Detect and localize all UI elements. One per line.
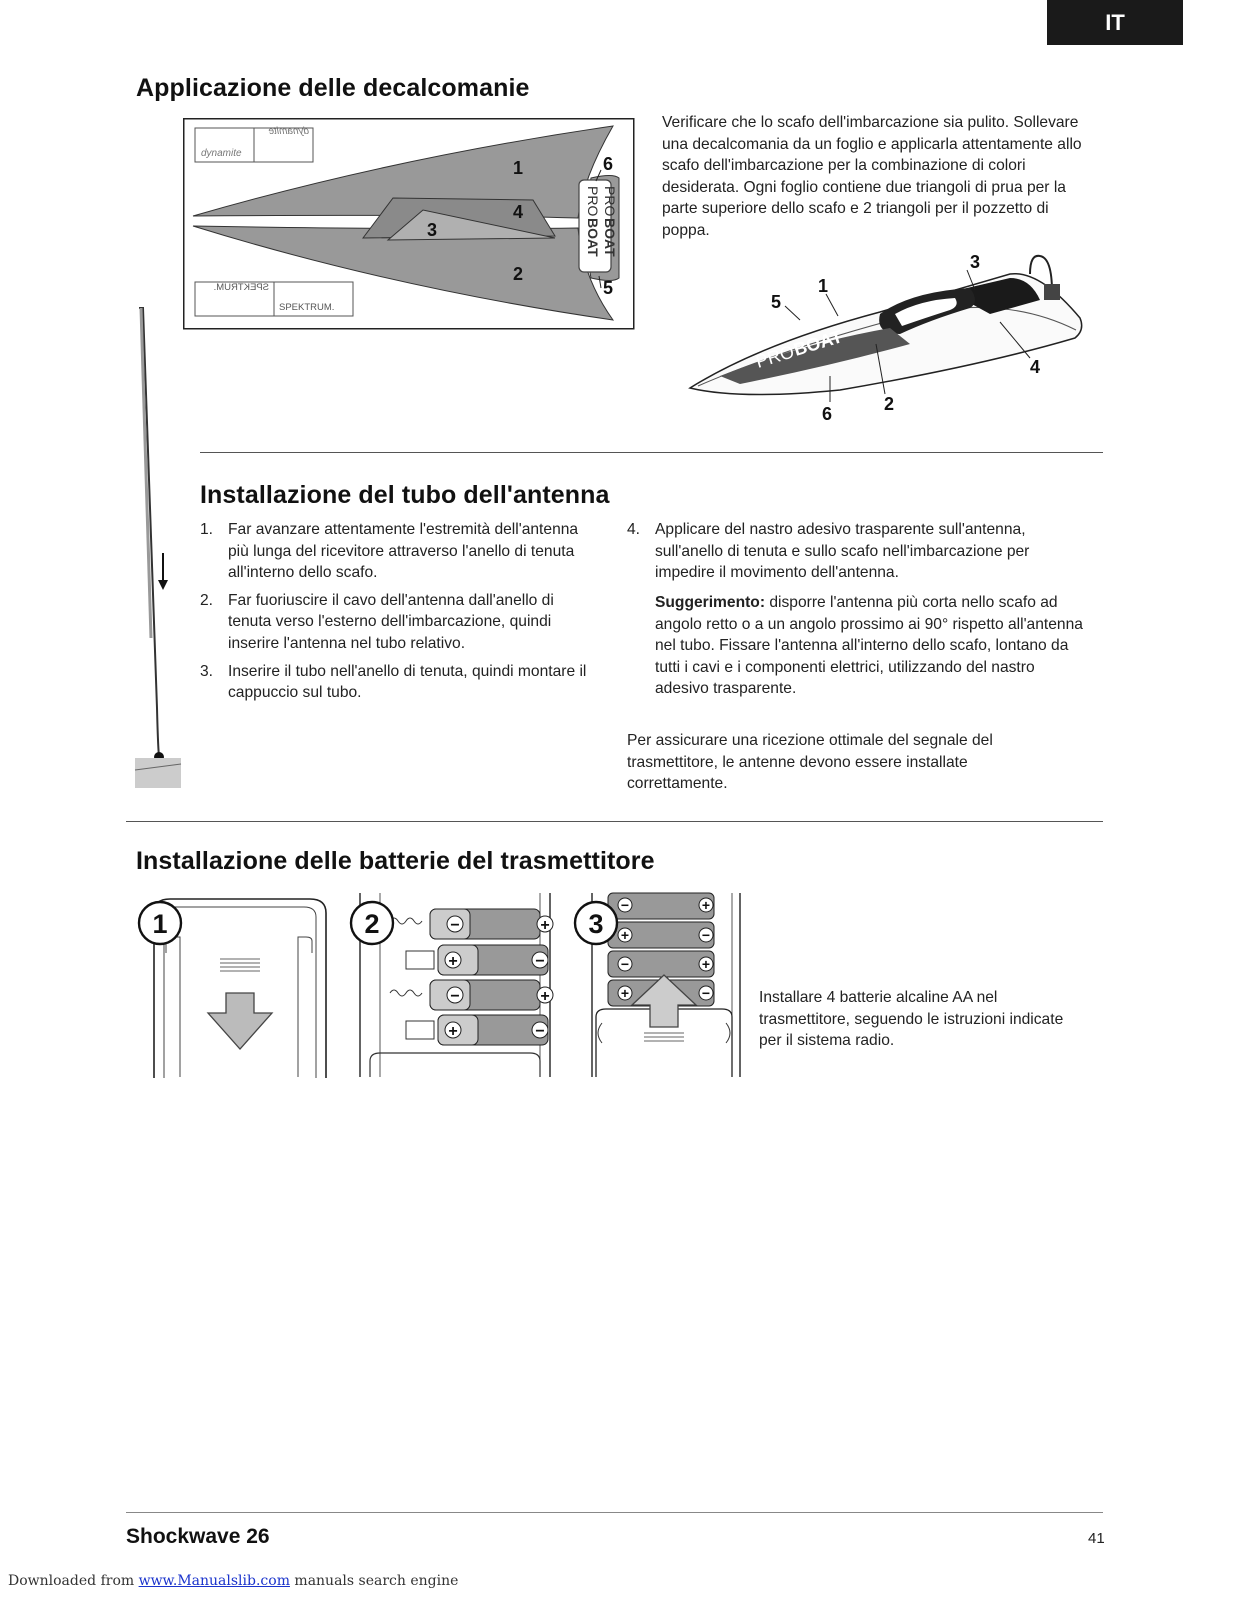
battery-3-row-1 xyxy=(608,893,714,919)
antenna-tip: Suggerimento: disporre l'antenna più corta nello scafo ad angolo retto o a un angolo prossimo ai 90° rispetto all'antenna nel tubo. Fissare l'antenna all'interno dello scafo, lontano da tutti i cavi e i componenti elettrici, utilizzando del nastro adesivo trasparente. xyxy=(655,594,1083,698)
battery-3-1-plus: + xyxy=(701,897,711,913)
sheet-proboat-boat: BOAT xyxy=(585,218,601,257)
boat-callout-6: 6 xyxy=(822,404,833,424)
boat-callout-1: 1 xyxy=(818,276,829,296)
sheet-callout-1: 1 xyxy=(513,158,524,178)
battery-step-badge-1: 1 xyxy=(152,909,168,939)
battery-step-badge-2: 2 xyxy=(364,909,380,939)
antenna-steps-right xyxy=(627,519,1087,590)
sheet-callout-5: 5 xyxy=(603,278,614,298)
battery-4-plus: + xyxy=(448,1023,458,1040)
sheet-callout-4: 4 xyxy=(513,202,524,222)
battery-row-2 xyxy=(438,945,548,975)
section-title-batteries: Installazione delle batterie del trasmettitore xyxy=(136,847,655,875)
sheet-spektrum-logo-mirrored: SPEKTRUM. xyxy=(213,282,269,293)
battery-2-plus: + xyxy=(448,953,458,970)
section-title-decals: Applicazione delle decalcomanie xyxy=(136,74,530,102)
batteries-instructions: Installare 4 batterie alcaline AA nel trasmettitore, seguendo le istruzioni indicate per il sistema radio. xyxy=(759,989,1064,1050)
boat-callout-3: 3 xyxy=(970,252,981,272)
decal-sheet-illustration xyxy=(183,118,635,330)
battery-step-2-illustration xyxy=(350,893,565,1078)
decals-instructions: Verificare che lo scafo dell'imbarcazione sia pulito. Sollevare una decalcomania da un foglio e applicarla attentamente allo scafo dell'imbarcazione per la combinazione di colori desiderata. Ogni foglio contiene due triangoli di prua per la parte superiore dello scafo e 2 triangoli per il pozzetto di poppa. xyxy=(662,114,1082,239)
battery-3-3-minus: − xyxy=(620,956,630,972)
battery-row-1 xyxy=(430,909,553,939)
battery-step-3-illustration xyxy=(580,893,755,1078)
battery-3-row-2 xyxy=(608,922,714,948)
sheet-callout-6: 6 xyxy=(603,154,614,174)
battery-1-minus: − xyxy=(450,917,460,934)
battery-3-plus: + xyxy=(540,988,550,1005)
battery-3-2-plus: + xyxy=(620,927,630,943)
battery-row-4 xyxy=(438,1015,548,1045)
footer-product-name: Shockwave 26 xyxy=(126,1525,270,1548)
sheet-callout-3: 3 xyxy=(427,220,438,240)
boat-callout-2: 2 xyxy=(884,394,895,414)
section-divider xyxy=(200,452,1103,453)
battery-2-minus: − xyxy=(535,953,545,970)
boat-illustration xyxy=(680,248,1100,428)
battery-3-2-minus: − xyxy=(701,927,711,943)
antenna-step-3: 3. Inserire il tubo nell'anello di tenuta, quindi montare il cappuccio sul tubo. xyxy=(200,662,587,702)
sheet-proboat-boat-2: BOAT xyxy=(602,218,618,257)
antenna-step-2: 2. Far fuoriuscire il cavo dell'antenna dall'anello di tenuta verso l'esterno dell'imbarcazione, quindi inserire l'antenna nel tubo relativo. xyxy=(200,591,554,652)
battery-step-badge-3: 3 xyxy=(588,909,604,939)
sheet-proboat-pro-2: PRO xyxy=(602,186,618,217)
battery-4-minus: − xyxy=(535,1023,545,1040)
battery-3-1-minus: − xyxy=(620,897,630,913)
sheet-dynamite-logo: dynamite xyxy=(201,148,242,159)
download-credit: Downloaded from www.Manualslib.com manuals search engine xyxy=(8,1573,459,1589)
boat-logo-boat: BOAT xyxy=(791,326,845,360)
section-title-antenna: Installazione del tubo dell'antenna xyxy=(200,481,610,509)
battery-3-minus: − xyxy=(450,988,460,1005)
section-divider-2 xyxy=(126,821,1103,822)
antenna-steps-left xyxy=(200,519,595,710)
sheet-callout-2: 2 xyxy=(513,264,524,284)
battery-1-plus: + xyxy=(540,917,550,934)
language-tab: IT xyxy=(1047,0,1183,45)
page-number: 41 xyxy=(1088,1530,1105,1547)
battery-row-3 xyxy=(430,980,553,1010)
battery-3-4-minus: − xyxy=(701,985,711,1001)
footer-rule xyxy=(126,1512,1103,1513)
battery-step-1-illustration xyxy=(136,893,336,1078)
battery-3-4-plus: + xyxy=(620,985,630,1001)
antenna-note: Per assicurare una ricezione ottimale del segnale del trasmettitore, le antenne devono essere installate correttamente. xyxy=(627,732,993,793)
antenna-step-1: 1. Far avanzare attentamente l'estremità dell'antenna più lunga del ricevitore attraverso l'anello di tenuta all'interno dello scafo. xyxy=(200,521,579,582)
sheet-dynamite-logo-mirrored: dynamite xyxy=(268,126,309,137)
battery-3-3-plus: + xyxy=(701,956,711,972)
manualslib-link[interactable]: www.Manualslib.com xyxy=(138,1573,290,1589)
boat-callout-5: 5 xyxy=(771,292,782,312)
boat-logo-pro: PRO xyxy=(753,341,797,372)
antenna-tube-illustration xyxy=(135,308,185,788)
battery-3-row-3 xyxy=(608,951,714,977)
sheet-spektrum-logo: SPEKTRUM. xyxy=(279,302,335,313)
boat-callout-4: 4 xyxy=(1030,357,1041,377)
antenna-step-4: 4. Applicare del nastro adesivo trasparente sull'antenna, sull'anello di tenuta e sullo scafo nell'imbarcazione per impedire il movimento dell'antenna. xyxy=(627,521,1030,582)
sheet-proboat-pro: PRO xyxy=(585,186,601,217)
